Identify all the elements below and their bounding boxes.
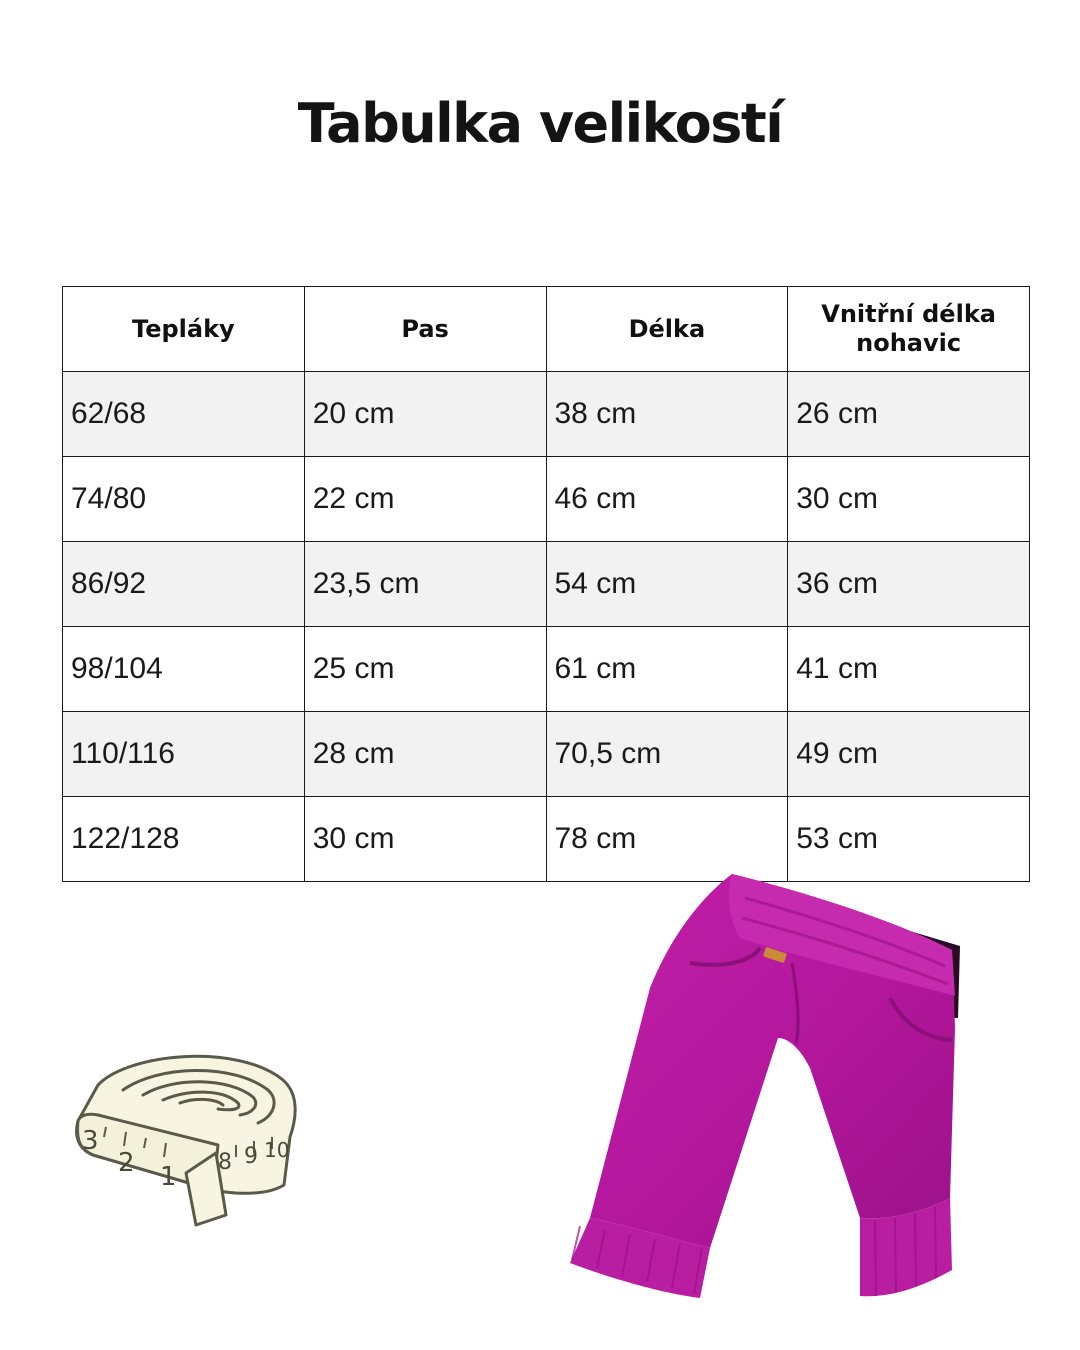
table-row bbox=[63, 712, 1030, 797]
cell-length: 70,5 cm bbox=[546, 712, 788, 797]
table-row bbox=[63, 627, 1030, 712]
page-title: Tabulka velikostí bbox=[297, 92, 783, 155]
cell-length: 78 cm bbox=[546, 797, 788, 882]
cell-inseam: 26 cm bbox=[788, 372, 1030, 457]
header-teplaky: Tepláky bbox=[63, 287, 305, 372]
cell-waist: 28 cm bbox=[304, 712, 546, 797]
cell-size: 110/116 bbox=[63, 712, 305, 797]
cell-size: 86/92 bbox=[63, 542, 305, 627]
header-pas: Pas bbox=[304, 287, 546, 372]
cell-size: 74/80 bbox=[63, 457, 305, 542]
table-row bbox=[63, 457, 1030, 542]
cell-waist: 23,5 cm bbox=[304, 542, 546, 627]
cell-waist: 25 cm bbox=[304, 627, 546, 712]
tape-number: 3 bbox=[82, 1126, 99, 1156]
tape-number: 1 bbox=[160, 1162, 177, 1192]
cell-length: 38 cm bbox=[546, 372, 788, 457]
header-delka: Délka bbox=[546, 287, 788, 372]
cell-length: 54 cm bbox=[546, 542, 788, 627]
cell-inseam: 36 cm bbox=[788, 542, 1030, 627]
pants-image bbox=[560, 868, 970, 1348]
cell-size: 98/104 bbox=[63, 627, 305, 712]
tape-number: 2 bbox=[118, 1148, 135, 1178]
cell-size: 62/68 bbox=[63, 372, 305, 457]
cell-waist: 30 cm bbox=[304, 797, 546, 882]
cell-length: 46 cm bbox=[546, 457, 788, 542]
tape-number: 9 bbox=[244, 1144, 258, 1169]
size-table bbox=[62, 286, 1030, 882]
measuring-tape-icon bbox=[68, 1045, 302, 1235]
header-vnitrni-delka: Vnitřní délka nohavic bbox=[788, 287, 1030, 372]
table-row bbox=[63, 542, 1030, 627]
cell-inseam: 30 cm bbox=[788, 457, 1030, 542]
cell-waist: 20 cm bbox=[304, 372, 546, 457]
table-header-row bbox=[63, 287, 1030, 372]
cell-length: 61 cm bbox=[546, 627, 788, 712]
cell-inseam: 41 cm bbox=[788, 627, 1030, 712]
cell-inseam: 49 cm bbox=[788, 712, 1030, 797]
tape-number: 8 bbox=[218, 1150, 232, 1175]
cell-waist: 22 cm bbox=[304, 457, 546, 542]
cell-size: 122/128 bbox=[63, 797, 305, 882]
tape-number: 10 bbox=[264, 1138, 290, 1162]
cell-inseam: 53 cm bbox=[788, 797, 1030, 882]
table-row bbox=[63, 372, 1030, 457]
